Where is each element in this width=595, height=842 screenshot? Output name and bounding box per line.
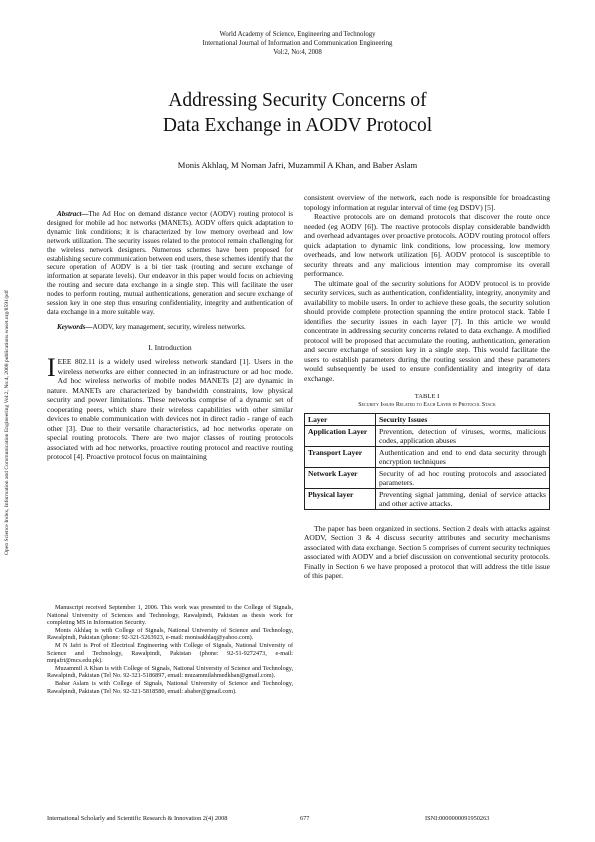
paper-title xyxy=(0,88,595,138)
table-header-cell: Layer xyxy=(305,413,376,425)
journal-subtitle: International Journal of Information and Communication Engineering xyxy=(202,40,393,47)
footer-isni: ISNI:0000000091950263 xyxy=(425,815,490,822)
footnote: Monis Akhlaq is with College of Signals, National University of Science and Technology, Rawalpindi, Pakistan (phone: 92-321-5263923, e-mail: monisakhlaq@yahoo.com). xyxy=(47,626,293,642)
footer-publisher: International Scholarly and Scientific Research & Innovation 2(4) 2008 xyxy=(47,815,228,822)
paragraph: Reactive protocols are on demand protocols that discover the route once needed (eg AODV [6]). The reactive protocols display considerable bandwidth and overhead advantages over proactive protocols. AODV routing protocol offers quick adaptation to dynamic link conditions, low processing, low memory overheads, and low network utilization [6]. AODV protocol is susceptible to security threats and any malicious intention may compromise its overall performance. xyxy=(304,212,550,278)
abstract xyxy=(47,210,293,317)
introduction-text xyxy=(47,353,293,462)
security-issues-table xyxy=(304,413,550,510)
table-row xyxy=(305,467,550,488)
journal-volume: Vol:2, No:4, 2008 xyxy=(273,49,322,56)
table-cell: Application Layer xyxy=(305,425,376,446)
table-cell: Security of ad hoc routing protocols and associated parameters. xyxy=(376,467,550,488)
paragraph: The ultimate goal of the security solutions for AODV protocol is to provide security services, such as authentication, confidentiality, integrity, anonymity and availability to mobile users. In order to achieve these goals, the security solution should provide complete protection spanning the entire protocol stack. Table I identifies the security issues in each layer [7]. In this article we would concentrate in addressing security concerns related to data exchange. A modified protocol will be proposed that accumulate the routing, authentication, generation and secure exchange of session key in a single step. This would facilitate the users to establish parameters during the routing session and these parameters would subsequently be used to ensure confidentiality and integrity of data exchange. xyxy=(304,278,550,383)
abstract-text: The Ad Hoc on demand distance vector (AODV) routing protocol is designed for mobile ad hoc networks (MANETs). AODV offers quick adaptation to dynamic link conditions; it is characterized by low memory overhead and low network utilization. The security issues related to the protocol remain challenging for the wireless network designers. Numerous schemes have been proposed for establishing secure communication between end users, these schemes identify that the secure operation of AODV is a bi tier task (routing and secure exchange of information at separate levels). Our endeavor in this paper would focus on achieving the routing and secure data exchange in a single step. This will facilitate the user nodes to perform routing, mutual authentications, generation and secure exchange of session key in one step thus ensuring confidentiality, integrity and authentication of data exchange in a more suitable way. xyxy=(47,210,293,316)
keywords-text: AODV, key management, security, wireless networks. xyxy=(92,322,246,331)
table-caption: Security Issues Related to Each Layer in Protocol Stack xyxy=(358,402,496,409)
introduction-body: EEE 802.11 is a widely used wireless network standard [1]. Users in the wireless networks are either connected in an infrastructure or ad hoc mode. Ad hoc wireless networks of mobile nodes MANETs [2] are dynamic in nature. MANETs are characterized by bandwidth constraints, low physical security and power limitations. These networks comprise of a dynamic set of cooperating peers, which share their wireless capabilities with other similar devices to enable communication with devices not in direct radio - range of each other [3]. Due to their versatile characteristics, ad hoc networks operate on special routing protocols. There are two major classes of routing protocols associated with ad hoc networks, proactive routing protocol and reactive routing protocol [4]. Proactive protocol focus on maintaining xyxy=(47,357,293,462)
keywords xyxy=(47,323,293,332)
table-header-row xyxy=(305,413,550,425)
table-cell: Network Layer xyxy=(305,467,376,488)
abstract-dash: — xyxy=(81,210,89,218)
paragraph: The paper has been organized in sections. Section 2 deals with attacks against AODV, Section 3 & 4 discuss security attributes and security mechanisms associated with data exchange. Section 5 comprises of current security techniques associated with AODV and a brief discussion on conventional security protocols. Finally in Section 6 we have proposed a protocol that will address the title issue of this paper. xyxy=(304,523,550,581)
keywords-dash: — xyxy=(85,322,93,331)
table-label: TABLE I xyxy=(414,393,440,400)
table-row xyxy=(305,446,550,467)
table-row xyxy=(305,488,550,509)
table-cell: Physical layer xyxy=(305,488,376,509)
left-column xyxy=(47,210,293,462)
author-list: Monis Akhlaq, M Noman Jafri, Muzammil A Khan, and Baber Aslam xyxy=(177,160,418,170)
table-cell: Transport Layer xyxy=(305,446,376,467)
side-watermark-text: Open Science Index, Information and Communication Engineering Vol:2, No:4, 2008 publications.waset.org/8591/pdf xyxy=(4,290,10,555)
table-cell: Authentication and end to end data security through encryption techniques xyxy=(376,446,550,467)
dropcap: I xyxy=(47,353,56,383)
title-line-1: Addressing Security Concerns of xyxy=(168,90,427,111)
table-cell: Preventing signal jamming, denial of service attacks and other active attacks. xyxy=(376,488,550,509)
right-column xyxy=(304,193,550,581)
footnote: Muzammil A Khan is with College of Signals, National University of Science and Technology, Rawalpindi, Pakistan (Tel No. 92-321-5186897, email: muzammilahmedkhan@gmail.com). xyxy=(47,664,293,680)
paragraph: consistent overview of the network, each node is responsible for broadcasting topology information at regular interval of time (eg DSDV) [5]. xyxy=(304,193,550,212)
footnote: Babar Aslam is with College of Signals, National University of Science and Technology, Rawalpindi, Pakistan (Tel No. 92-321-5818580, email: ababer@gmail.com). xyxy=(47,679,293,695)
page-number: 677 xyxy=(300,815,310,822)
title-line-2: Data Exchange in AODV Protocol xyxy=(162,115,433,136)
table-header-cell: Security Issues xyxy=(376,413,550,425)
table-cell: Prevention, detection of viruses, worms, malicious codes, application abuses xyxy=(376,425,550,446)
footnote: Manuscript received September 1, 2006. This work was presented to the College of Signals, National University of Sciences and Technology, Rawalpindi, Pakistan as thesis work for completing MS in Information Security. xyxy=(47,604,293,627)
footnotes xyxy=(47,604,293,695)
section-heading-introduction: I. Introduction xyxy=(148,342,192,352)
table-row xyxy=(305,425,550,446)
keywords-label: Keywords xyxy=(57,322,86,331)
journal-name: World Academy of Science, Engineering and Technology xyxy=(219,31,376,38)
abstract-label: Abstract xyxy=(57,210,82,218)
footnote: M N Jafri is Prof of Electrical Engineering with College of Signals, National University of Science and Technology, Rawalpindi, Pakistan (phone: 92-51-9272473, e-mail: mnjafri@mcs.edu.pk). xyxy=(47,641,293,665)
